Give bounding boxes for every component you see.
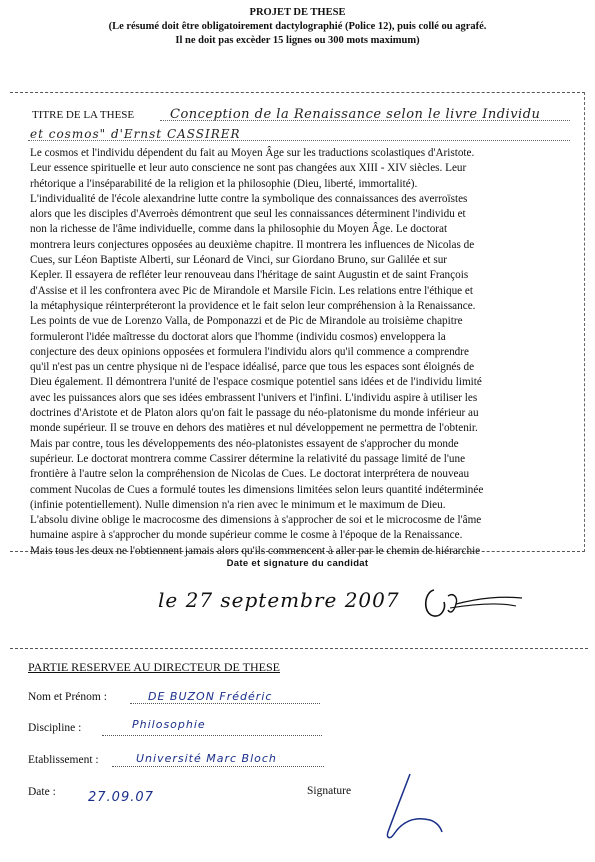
abstract-line: conjecture des deux opinions opposées et formulera l'individu alors qu'il commence a comprendre [30, 345, 469, 358]
abstract-line: monde supérieur. Il se trouve en dehors des matières et nul développement ne permettra de l'obtenir. [30, 422, 478, 435]
thesis-title-handwritten-2[interactable]: et cosmos" d'Ernst CASSIRER [30, 127, 241, 141]
thesis-title-label: TITRE DE LA THESE [32, 109, 135, 121]
director-name-dotted-line [130, 703, 320, 704]
abstract-text [30, 146, 575, 557]
abstract-line: rhétorique a l'inséparabilité de la religion et la philosophie (Dieu, liberté, immortalité). [30, 177, 418, 190]
discipline-value[interactable]: Philosophie [132, 718, 206, 731]
abstract-line: Mais par contre, tous les développements des néo-platonistes essayent de s'approcher du monde [30, 437, 459, 450]
candidate-signature-icon [420, 584, 530, 624]
signature-label: Signature [307, 785, 352, 797]
abstract-line: non la richesse de l'âme individuelle, comme dans la philosophie du Moyen Âge. Le doctorat [30, 223, 448, 236]
etablissement-label: Etablissement : [28, 754, 99, 766]
director-name-label: Nom et Prénom : [28, 691, 107, 703]
abstract-line: L'individualité de l'école alexandrine lutte contre la symbolique des connaissances des averroïstes [30, 192, 468, 205]
abstract-line: frontière à l'autre selon la compréhension de Nicolas de Cues. Le doctorat interprétera de nouveau [30, 468, 470, 481]
abstract-line: montrera leurs conjectures opposées au deuxième chapitre. Il montrera les influences de Nicolas de [30, 238, 475, 251]
abstract-line: humaine aspire à s'approcher du monde supérieur comme le cosme à l'époque de la Renaissance. [30, 529, 463, 542]
thesis-title-handwritten-1[interactable]: Conception de la Renaissance selon le livre Individu [170, 107, 541, 122]
abstract-line: doctrines d'Aristote et de Platon alors qu'on fait le passage du néo-platonisme du monde inférieur au [30, 407, 479, 420]
abstract-line: avec les puissances alors que ses idées embrassent l'univers et l'infini. L'individu aspire à utiliser les [30, 391, 478, 404]
date-label: Date : [28, 786, 56, 798]
form-title: PROJET DE THESE [249, 7, 346, 18]
abstract-line: Les points de vue de Lorenzo Valla, de Pomponazzi et de Pic de Mirandole au troisième chapitre [30, 315, 463, 328]
abstract-line: supérieur. Le doctorat montrera comme Cassirer détermine la relativité du passage limité de l'une [30, 452, 466, 465]
discipline-label: Discipline : [28, 722, 82, 734]
section-divider [10, 648, 588, 649]
abstract-line: Le cosmos et l'individu dépendent du fait au Moyen Âge sur les traductions scolastiques d'Aristote. [30, 147, 475, 159]
candidate-section-title: Date et signature du candidat [226, 558, 369, 569]
director-date-value[interactable]: 27.09.07 [88, 790, 154, 805]
abstract-line: la métaphysique réinterpréteront la providence et le fait selon leur compréhension à la Renaissance. [30, 299, 476, 312]
abstract-line: formuleront l'idée maîtresse du doctorat alors que l'homme (individu cosmos) enveloppera la [30, 330, 446, 343]
etablissement-value[interactable]: Université Marc Bloch [136, 752, 277, 765]
abstract-line: Leur essence spirituelle et leur auto conscience ne sont pas changées aux XIII - XIV siècles. Leur [30, 162, 467, 175]
abstract-line: Mais tous les deux ne l'obtiennent jamais alors qu'ils commencent à aller par le chemin de hiérarchie [30, 544, 481, 557]
director-signature-icon [370, 770, 450, 850]
abstract-line: Cues, sur Léon Baptiste Alberti, sur Léonard de Vinci, sur Giordano Bruno, sur Galilée et sur [30, 254, 448, 267]
abstract-line: (infinie potentiellement). Nulle dimension n'a rien avec le minimum et le maximum de Dieu. [30, 498, 446, 511]
abstract-line: alors que les disciples d'Averroès démontrent que seul les connaissances déterminent l'individu et [30, 208, 466, 221]
form-header [0, 6, 595, 48]
form-instruction-line-2: Il ne doit pas excèder 15 lignes ou 300 mots maximum) [175, 35, 420, 46]
candidate-handwritten-date[interactable]: le 27 septembre 2007 [158, 588, 400, 612]
form-instruction-line-1: (Le résumé doit être obligatoirement dactylographié (Police 12), puis collé ou agrafé. [108, 21, 487, 32]
director-name-value[interactable]: DE BUZON Frédéric [148, 690, 273, 703]
abstract-line: qu'il n'est pas un centre physique ni de l'espace idéalisé, parce que tous les espaces sont éloignés de [30, 361, 475, 374]
etablissement-dotted-line [112, 766, 324, 767]
discipline-dotted-line [102, 735, 322, 736]
director-section-title: PARTIE RESERVEE AU DIRECTEUR DE THESE [28, 660, 280, 674]
abstract-line: L'absolu divine oblige le macrocosme des dimensions à s'approcher de soi et le microcosme de l'âme [30, 514, 482, 527]
abstract-line: comment Nucolas de Cues a formulé toutes les dimensions limitées selon leurs quantité indéterminée [30, 483, 484, 496]
abstract-line: d'Assise et il les confrontera avec Pic de Mirandole et Marsile Ficin. Les relations entre l'éthique et [30, 284, 473, 297]
abstract-line: Kepler. Il essayera de refléter leur renouveau dans l'héritage de saint Augustin et de saint François [30, 269, 469, 282]
abstract-line: Dieu également. Il démontrera l'unité de l'espace cosmique potentiel sans idées et de l'individu limité [30, 376, 482, 389]
